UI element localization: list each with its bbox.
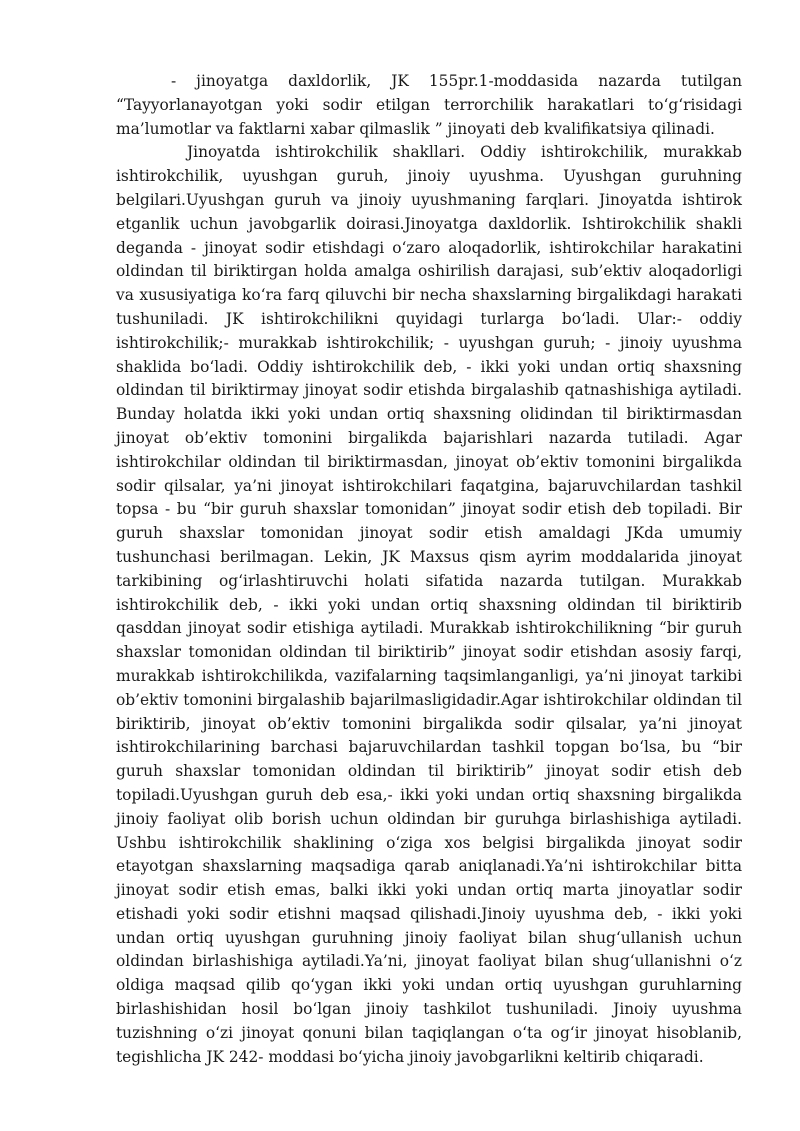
paragraph-ishtirokchilik-shakllari: Jinoyatda ishtirokchilik shakllari. Oddiy ishtirokchilik, murakkab ishtirokchilik, uyushgan guruh, jinoiy uyushma. Uyushgan guruhning belgilari.Uyushgan guruh va jinoiy uyushmaning farqlari. Jinoyatda ishtirok etganlik uchun javobgarlik doirasi.Jinoyatga daxldorlik. Ishtirokchilik shakli deganda - jinoyat sodir etishdagi o‘zaro aloqadorlik, ishtirokchilar harakatini oldindan til biriktirgan holda amalga oshirilish darajasi, sub’ektiv aloqadorligi va xususiyatiga ko‘ra farq qiluvchi bir necha shaxslarning birgalikdagi harakati tushuniladi. JK ishtirokchilikni quyidagi turlarga bo‘ladi. Ular:- oddiy ishtirokchilik;- murakkab ishtirokchilik; - uyushgan guruh; - jinoiy uyushma shaklida bo‘ladi. Oddiy ishtirokchilik deb, - ikki yoki undan ortiq shaxsning oldindan til biriktirmay jinoyat sodir etishda birgalashib qatnashishiga aytiladi. Bunday holatda ikki yoki undan ortiq shaxsning olidindan til biriktirmasdan jinoyat ob’ektiv tomonini birgalikda bajarishlari nazarda tutiladi. Agar ishtirokchilar oldindan til biriktirmasdan, jinoyat ob’ektiv tomonini birgalikda sodir qilsalar, ya’ni jinoyat ishtirokchilari faqatgina, bajaruvchilardan tashkil topsa - bu “bir guruh shaxslar tomonidan” jinoyat sodir etish deb topiladi. Bir guruh shaxslar tomonidan jinoyat sodir etish amaldagi JKda umumiy tushunchasi berilmagan. Lekin, JK Maxsus qism ayrim moddalarida jinoyat tarkibining og‘irlashtiruvchi holati sifatida nazarda tutilgan. Murakkab ishtirokchilik deb, - ikki yoki undan ortiq shaxsning oldindan til biriktirib qasddan jinoyat sodir etishiga aytiladi. Murakkab ishtirokchilikning “bir guruh shaxslar tomonidan oldindan til biriktirib” jinoyat sodir etishdan asosiy farqi, murakkab ishtirokchilikda, vazifalarning taqsimlanganligi, ya’ni jinoyat tarkibi ob’ektiv tomonini birgalashib bajarilmasligidadir.Agar ishtirokchilar oldindan til biriktirib, jinoyat ob’ektiv tomonini birgalikda sodir qilsalar, ya’ni jinoyat ishtirokchilarining barchasi bajaruvchilardan tashkil topgan bo‘lsa, bu “bir guruh shaxslar tomonidan oldindan til biriktirib” jinoyat sodir etish deb topiladi.Uyushgan guruh deb esa,- ikki yoki undan ortiq shaxsning birgalikda jinoiy faoliyat olib borish uchun oldindan bir guruhga birlashishiga aytiladi. Ushbu ishtirokchilik shaklining o‘ziga xos belgisi birgalikda jinoyat sodir etayotgan shaxslarning maqsadiga qarab aniqlanadi.Ya’ni ishtirokchilar bitta jinoyat sodir etish emas, balki ikki yoki undan ortiq marta jinoyatlar sodir etishadi yoki sodir etishni maqsad qilishadi.Jinoiy uyushma deb, - ikki yoki undan ortiq uyushgan guruhning jinoiy faoliyat bilan shug‘ullanish uchun oldindan birlashishiga aytiladi.Ya’ni, jinoyat faoliyat bilan shug‘ullanishni o‘z oldiga maqsad qilib qo‘ygan ikki yoki undan ortiq uyushgan guruhlarning birlashishidan hosil bo‘lgan jinoiy tashkilot tushuniladi. Jinoiy uyushma tuzishning o‘zi jinoyat qonuni bilan taqiqlangan o‘ta og‘ir jinoyat hisoblanib, tegishlicha JK 242- moddasi bo‘yicha jinoiy javobgarlikni keltirib chiqaradi. [116, 143, 742, 1066]
paragraph-daxldorlik: - jinoyatga daxldorlik, JK 155pr.1-moddasida nazarda tutilgan “Tayyorlanayotgan yoki sodir etilgan terrorchilik harakatlari to‘g‘risidagi ma’lumotlar va faktlarni xabar qilmaslik ” jinoyati deb kvalifikatsiya qilinadi. [116, 72, 742, 138]
document-page [116, 70, 742, 1069]
